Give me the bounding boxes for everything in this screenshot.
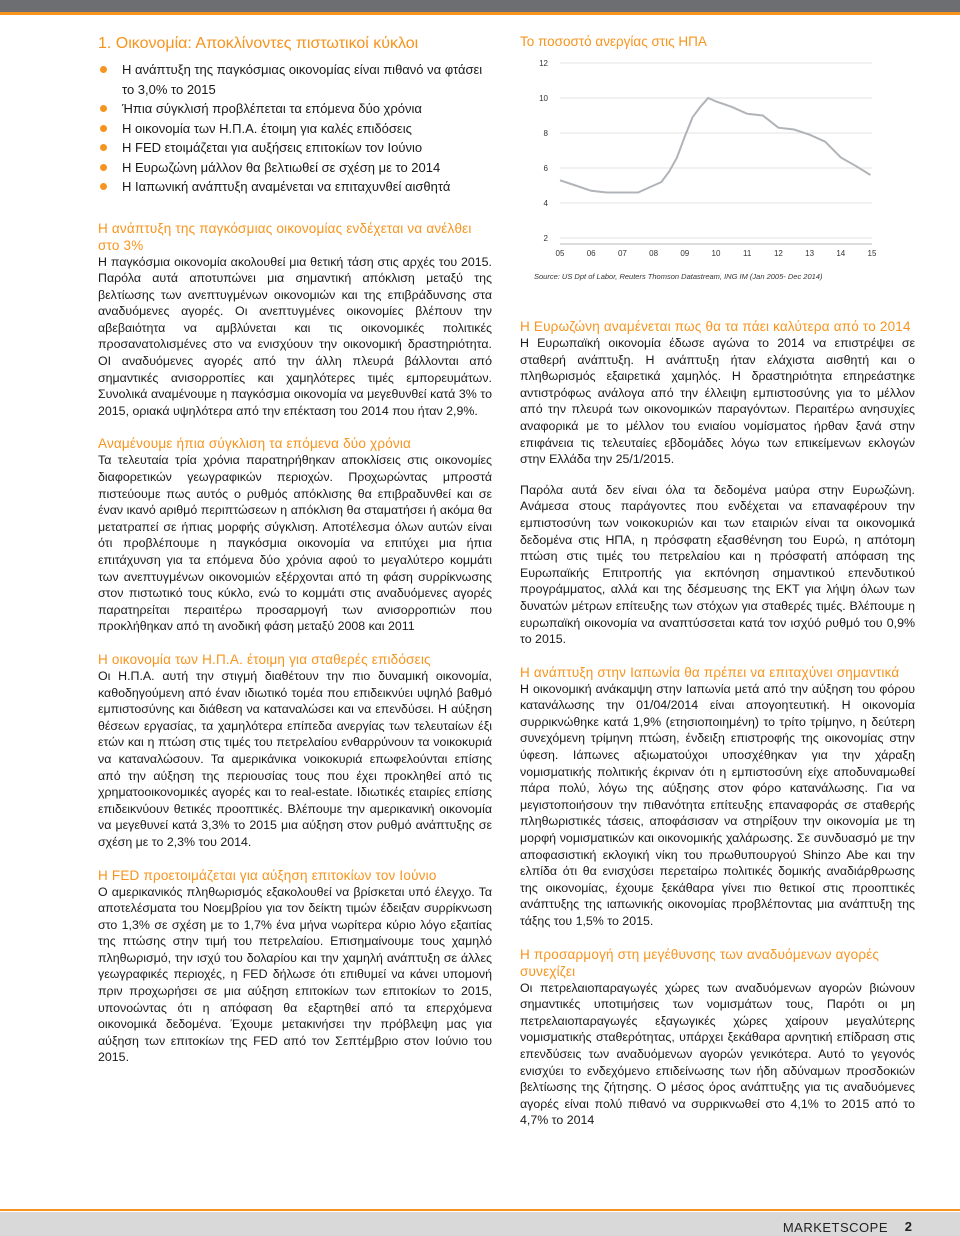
- chart-source: Source: US Dpt of Labor, Reuters Thomson Datastream, ING IM (Jan 2005- Dec 2014): [534, 272, 823, 281]
- subsection-title: Η οικονομία των Η.Π.Α. έτοιμη για σταθερές επιδόσεις: [98, 651, 431, 667]
- subsection-title: Η ανάπτυξη στην Ιαπωνία θα πρέπει να επιταχύνει σημαντικά: [520, 664, 900, 680]
- paragraph: Οι Η.Π.Α. αυτή την στιγμή διαθέτουν την πιο δυναμική οικονομία, καθοδηγούμενη από έναν ιδιωτικό τομέα που επιδεικνύει υψηλό βαθμό εμπιστοσύνης και διάθεση να καταναλώσει και να επενδύσει. Η αύξηση θέσεων εργασίας, τα χαμηλότερα επίπεδα ανεργίας των τελευταίων έξι ετών και η πτώση στις τιμές του πετρελαίου ενθαρρύνουν τα νοικοκυριά να καταναλώσουν. Τα αμερικάνικα νοικοκυριά επωφελούνται επίσης από την αύξηση της περιουσίας τους που έχει προκληθεί από τις χρηματοοικονομικές αγορές και το real-estate. Ιδιωτικές εταιρίες επίσης επιδεικνύουν θετικές προοπτικές. Βλέπουμε την αμερικανική οικονομία να μεγεθυνεί κατά 3,3% το 2015 μια αύξηση στον ρυθμό ανάπτυξης σε σχέση με το 2,3% του 2014.: [98, 668, 492, 849]
- y-tick-label: 12: [539, 59, 548, 68]
- paragraph: Ο αμερικανικός πληθωρισμός εξακολουθεί να βρίσκεται υπό έλεγχο. Τα αποτελέσματα του Νοεμβρίου για τον δείκτη τιμών έδειξαν συρρίκνωση στο 1,3% σε σχέση με το 1,7% ένα μήνα νωρίτερα κύριο λόγο εξαιτίας της πτώσης στην τιμή του πετρελαίου. Επισημαίνουμε τους χαμηλό πληθωρισμό, την ισχύ του δολαρίου και την χαμηλή ανάπτυξη σε άλλες γεωγραφικές περιοχές, η FED δήλωσε ότι επιθυμεί να κάνει υπομονή πριν προχωρήσει σε μια αύξηση επιτοκίων των επιτοκίων το 2015, υπονοώντας ότι η απόφαση θα εξαρτηθεί από τα επερχόμενα οικονομικά δεδομένα. Έχουμε μετακινήσει την πρόβλεψη μας για αύξηση των επιτοκίων της FED από τον Σεπτέμβριο στον Ιούνιο του 2015.: [98, 884, 492, 1065]
- key-point: Η ανάπτυξη της παγκόσμιας οικονομίας είναι πιθανό να φτάσει το 3,0% το 2015: [98, 60, 492, 99]
- subsection-title: Η Ευρωζώνη αναμένεται πως θα τα πάει καλύτερα από το 2014: [520, 319, 911, 334]
- y-tick-label: 4: [543, 199, 548, 208]
- footer-divider: [0, 1209, 960, 1211]
- y-tick-label: 6: [543, 164, 548, 173]
- x-tick-label: 12: [773, 249, 783, 258]
- x-tick-label: 05: [555, 249, 565, 258]
- key-points-list: [98, 60, 492, 197]
- x-tick-label: 13: [805, 249, 815, 258]
- left-column: [98, 34, 492, 1066]
- subsection-title: Αναμένουμε ήπια σύγκλιση τα επόμενα δύο χρόνια: [98, 436, 412, 452]
- y-tick-label: 8: [543, 129, 548, 138]
- x-tick-label: 10: [711, 249, 721, 258]
- paragraph: Η παγκόσμια οικονομία ακολουθεί μια θετική τάση στις αρχές του 2015. Παρόλα αυτά αποτυπώνει μια σημαντική απόκλιση μεταξύ της βελτίωσης των ανεπτυγμένων οικονομιών και της επιβράδυνσης στα αναδυόμενες αγορές. Οι ανεπτυγμένες οικονομίες βλέπουν την αβεβαιότητα να αμβλύνεται και τις οικονομικές πολιτικές προσανατολισμένες στο να ενισχύουν την οικονομική δραστηριότητα. ΟΙ αναδυόμενες αγορές από την άλλη πλευρά βάλλονται από σημαντικές ανισορροπίες και χαμηλότερες τιμές εμπορευμάτων. Συνολικά αναμένουμε η παγκόσμια οικονομία να μεγεθυνθεί κατά 3% το 2015, οριακά υψηλότερα από την επέκταση του 2014 που ήταν 2,9%.: [98, 254, 492, 418]
- subsection-title: Η ανάπτυξη της παγκόσμιας οικονομίας ενδέχεται να ανέλθει στο 3%: [98, 220, 472, 253]
- x-tick-label: 07: [617, 249, 627, 258]
- x-tick-label: 11: [743, 249, 752, 258]
- page-footer: [0, 1204, 960, 1236]
- x-tick-label: 08: [649, 249, 659, 258]
- x-tick-label: 14: [836, 249, 846, 258]
- paragraph: Η Ευρωπαϊκή οικονομία έδωσε αγώνα το 2014 να επιστρέψει σε σταθερή ανάπτυξη. Η ανάπτυξη ήταν ελάχιστα αισθητή και ο πληθωρισμός εξαιρετικά χαμηλός. Η δραστηριότητα επηρεάστηκε αντιστρόφως ανάλογα από την έλλειψη εμπιστοσύνης για το μέλλον από την πλευρά των οικονομικών παραγόντων. Περαιτέρω ανησυχίες αναφορικά με το μέλλον του ενιαίου νομίσματος ήρθαν ξανά στην επιφάνεια τις τελευταίες εβδομάδες λόγω των επικείμενων εκλογών στην Ελλάδα την 25/1/2015.: [520, 336, 915, 467]
- subsection-title: Η προσαρμογή στη μεγέθυνσης των αναδυόμενων αγορές συνεχίζει: [520, 946, 880, 979]
- key-point: Η Ιαπωνική ανάπτυξη αναμένεται να επιταχυνθεί αισθητά: [98, 177, 492, 197]
- paragraph: Οι πετρελαιοπαραγωγές χώρες των αναδυόμενων αγορών βιώνουν σημαντικές υποτιμήσεις των νομισμάτων τους, Παρότι οι μη πετρελαιοπαραγωγές εξαγωγικές χώρες χαίρουν μεγαλύτερης νομισματικής σταθερότητας, υπάρχει ξεκάθαρα αρνητική επίδραση στις επενδύσεις των αναδυόμενων αγορών γενικότερα. Αυτό το γεγονός ενισχύει το ενδεχόμενο επιδείνωσης των ήδη αδύναμων προσδοκιών βελτίωσης της ζήτησης. Ο μέσος όρος ανάπτυξης για τις αναδυόμενες αγορές είναι πολύ πιθανό να συρρικνωθεί στο 4,1% το 2015 από το 4,7% το 2014: [520, 980, 915, 1128]
- unemployment-chart: [520, 53, 915, 285]
- footer-brand: MARKETSCOPE: [782, 1220, 888, 1235]
- y-tick-label: 10: [539, 94, 548, 103]
- key-point: Η οικονομία των Η.Π.Α. έτοιμη για καλές επιδόσεις: [98, 119, 492, 139]
- x-tick-label: 06: [586, 249, 596, 258]
- page-number: 2: [904, 1219, 912, 1234]
- section-heading: 1. Οικονομία: Αποκλίνοντες πιστωτικοί κύκλοι: [98, 35, 419, 52]
- top-bar: [0, 0, 960, 12]
- unemployment-line: [560, 98, 870, 193]
- subsection-title: Η FED προετοιμάζεται για αύξηση επιτοκίων τον Ιούνιο: [98, 867, 437, 883]
- x-tick-label: 15: [867, 249, 877, 258]
- paragraph: Η οικονομική ανάκαμψη στην Ιαπωνία μετά από την αύξηση του φόρου κατανάλωσης την 01/04/2014 είναι απογοητευτική. Η οικονομία συρρικνώθηκε κατά 1,9% (ετησιοποιημένη) το τρίτο τρίμηνο, η δεύτερη συνεχόμενη τρίμηνη πτώση, ένδειξη επιστροφής της οικονομίας στην ύφεση. Ιάπωνες αξιωματούχοι υποσχέθηκαν για την χάραξη νομισματικής πολιτικής έκριναν ότι η εμπιστοσύνη είχε αποδυναμωθεί πάρα πολύ, λόγω της αύξησης στον φόρο κατανάλωσης. Για να μεγιστοποιήσουν την πιθανότητα επίτευξης επαναφοράς σε σταθερής πληθωριστικές τάσεις, αποφάσισαν να στηρίξουν την οικονομία με τη μορφή νομισματικών και οικονομικής χαλάρωσης. Σε συνδυασμό με την αποφασιστική εκλογική νίκη του πρωθυπουργού Shinzo Abe και την ελπίδα ότι θα ενισχύσει περεταίρω πολιτικές δομικής αναδιάρθρωσης της οικονομίας, έχουμε ξεκάθαρα γίνει πιο θετικοί στις προοπτικές ανάπτυξης της ιαπωνικής οικονομίας προβλέποντας μια ανάπτυξη της τάξης του 1,5% το 2015.: [520, 681, 915, 928]
- key-point: Η FED ετοιμάζεται για αυξήσεις επιτοκίων τον Ιούνιο: [98, 138, 492, 158]
- paragraph: Τα τελευταία τρία χρόνια παρατηρήθηκαν αποκλίσεις στις οικονομίες διαφορετικών γεωγραφικών περιοχών. Προχωρώντας μπροστά πιστεύουμε πως αυτός ο ρυθμός απόκλισης θα επιβραδυνθεί και σε έναν ικανό αριθμό περιπτώσεων η απόκλιση θα σταματήσει ή ακόμα θα μετατραπεί σε ήπιας μορφής σύγκλιση. Αποτέλεσμα όλων αυτών είναι ότι προβλέπουμε η παγκόσμια οικονομία να επιτύχει μια ήπια επιτάχυνση για τα επόμενα δύο χρόνια αφού το μεγαλύτερο κομμάτι των ανεπτυγμένων οικονομιών εξέρχονται από τη φάση συρρίκνωσης στον πιστωτικό τους κύκλο, ενώ το κομμάτι στις αναδυόμενες αγορές παρατηρείται περαιτέρω προσαρμογή των ανισορροπιών που προκλήθηκαν από τη ανοδική φάση μεταξύ 2008 και 2011: [98, 453, 492, 634]
- key-point: Η Ευρωζώνη μάλλον θα βελτιωθεί σε σχέση με το 2014: [98, 158, 492, 178]
- paragraph: Παρόλα αυτά δεν είναι όλα τα δεδομένα μαύρα στην Ευρωζώνη. Ανάμεσα στους παράγοντες που ενδέχεται να επαναφέρουν την εμπιστοσύνη των νοικοκυριών και των εταιριών είναι τα οικονομικά δεδομένα στις ΗΠΑ, η πρόσφατη εξασθένηση του Ευρώ, η απότομη πτώση στις τιμές του πετρελαίου και η πρόσφατή απόφαση της Ευρωπαϊκής Επιτροπής για εκπόνηση σημαντικού επενδυτικού προγράμματος, αλλά και της δέσμευσης της ΕΚΤ για λήψη όλων των δυνατών μέτρων επίτευξης των στόχων για σταθερές τιμές. Βλέπουμε η ευρωπαϊκή οικονομία να αναπτύσσεται κατά τον ισχύό ρυθμό του 0,9% το 2015.: [520, 482, 915, 647]
- right-column: [520, 34, 915, 1129]
- x-tick-label: 09: [680, 249, 690, 258]
- key-point: Ήπια σύγκλισή προβλέπεται τα επόμενα δύο χρόνια: [98, 99, 492, 119]
- y-tick-label: 2: [543, 234, 548, 243]
- chart-title: Το ποσοστό ανεργίας στις ΗΠΑ: [520, 34, 707, 49]
